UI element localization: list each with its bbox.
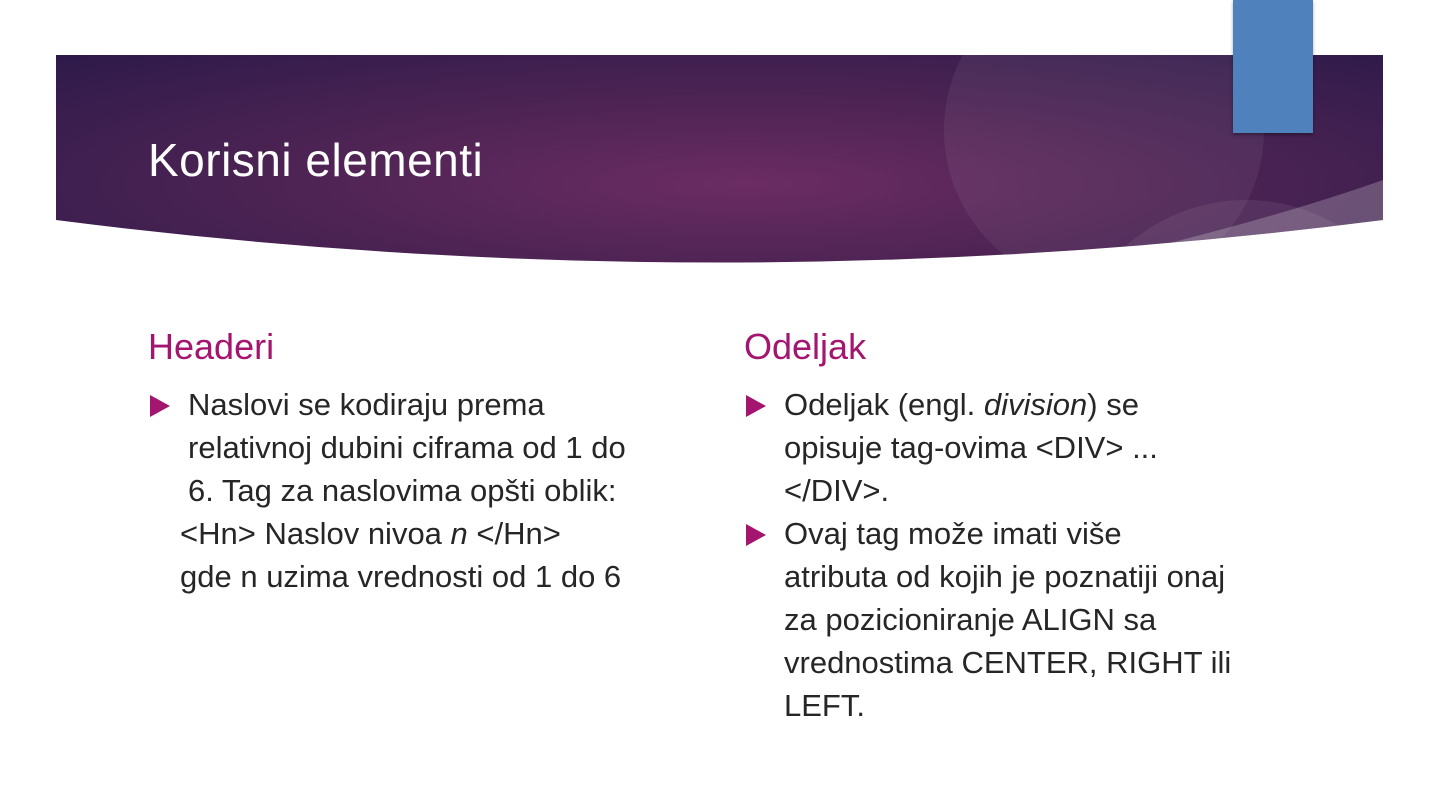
bullet-text-italic: division — [983, 387, 1088, 422]
bullet-text-after: ) se — [1087, 387, 1139, 422]
bullet-text-line: opisuje tag-ovima <DIV> ... — [784, 430, 1158, 465]
tag-range-line: gde n uzima vrednosti od 1 do 6 — [180, 559, 622, 594]
triangle-bullet-icon — [746, 395, 766, 417]
list-item — [744, 383, 1304, 512]
right-bullet-list — [744, 383, 1304, 727]
bullet-text-before: Odeljak (engl. — [784, 387, 984, 422]
bullet-text-line: atributa od kojih je poznatiji onaj — [784, 559, 1226, 594]
accent-tab — [1233, 0, 1313, 133]
left-bullet-list — [148, 383, 708, 512]
triangle-bullet-icon — [150, 395, 170, 417]
bullet-text-line: vrednostima CENTER, RIGHT ili — [784, 645, 1232, 680]
bullet-text-line: relativnoj dubini ciframa od 1 do — [188, 430, 626, 465]
tag-syntax-variable: n — [450, 516, 468, 551]
tag-syntax-before: <Hn> Naslov nivoa — [180, 516, 451, 551]
bullet-text-line: za pozicioniranje ALIGN sa — [784, 602, 1157, 637]
slide-title: Korisni elementi — [148, 134, 484, 186]
tag-syntax-after: </Hn> — [467, 516, 561, 551]
list-item — [148, 383, 708, 512]
bullet-text-line: Ovaj tag može imati više — [784, 516, 1122, 551]
tag-syntax-line — [148, 512, 708, 555]
triangle-bullet-icon — [746, 524, 766, 546]
left-column-heading: Headeri — [148, 326, 275, 367]
bullet-text-line — [784, 383, 1304, 426]
bullet-text-line: </DIV>. — [784, 473, 890, 508]
bullet-text-line: LEFT. — [784, 688, 865, 723]
right-column-heading: Odeljak — [744, 326, 867, 367]
right-column — [744, 325, 1304, 727]
bullet-text-line: Naslovi se kodiraju prema — [188, 387, 545, 422]
left-column — [148, 325, 708, 598]
list-item — [744, 512, 1304, 727]
bullet-text-line: 6. Tag za naslovima opšti oblik: — [188, 473, 617, 508]
